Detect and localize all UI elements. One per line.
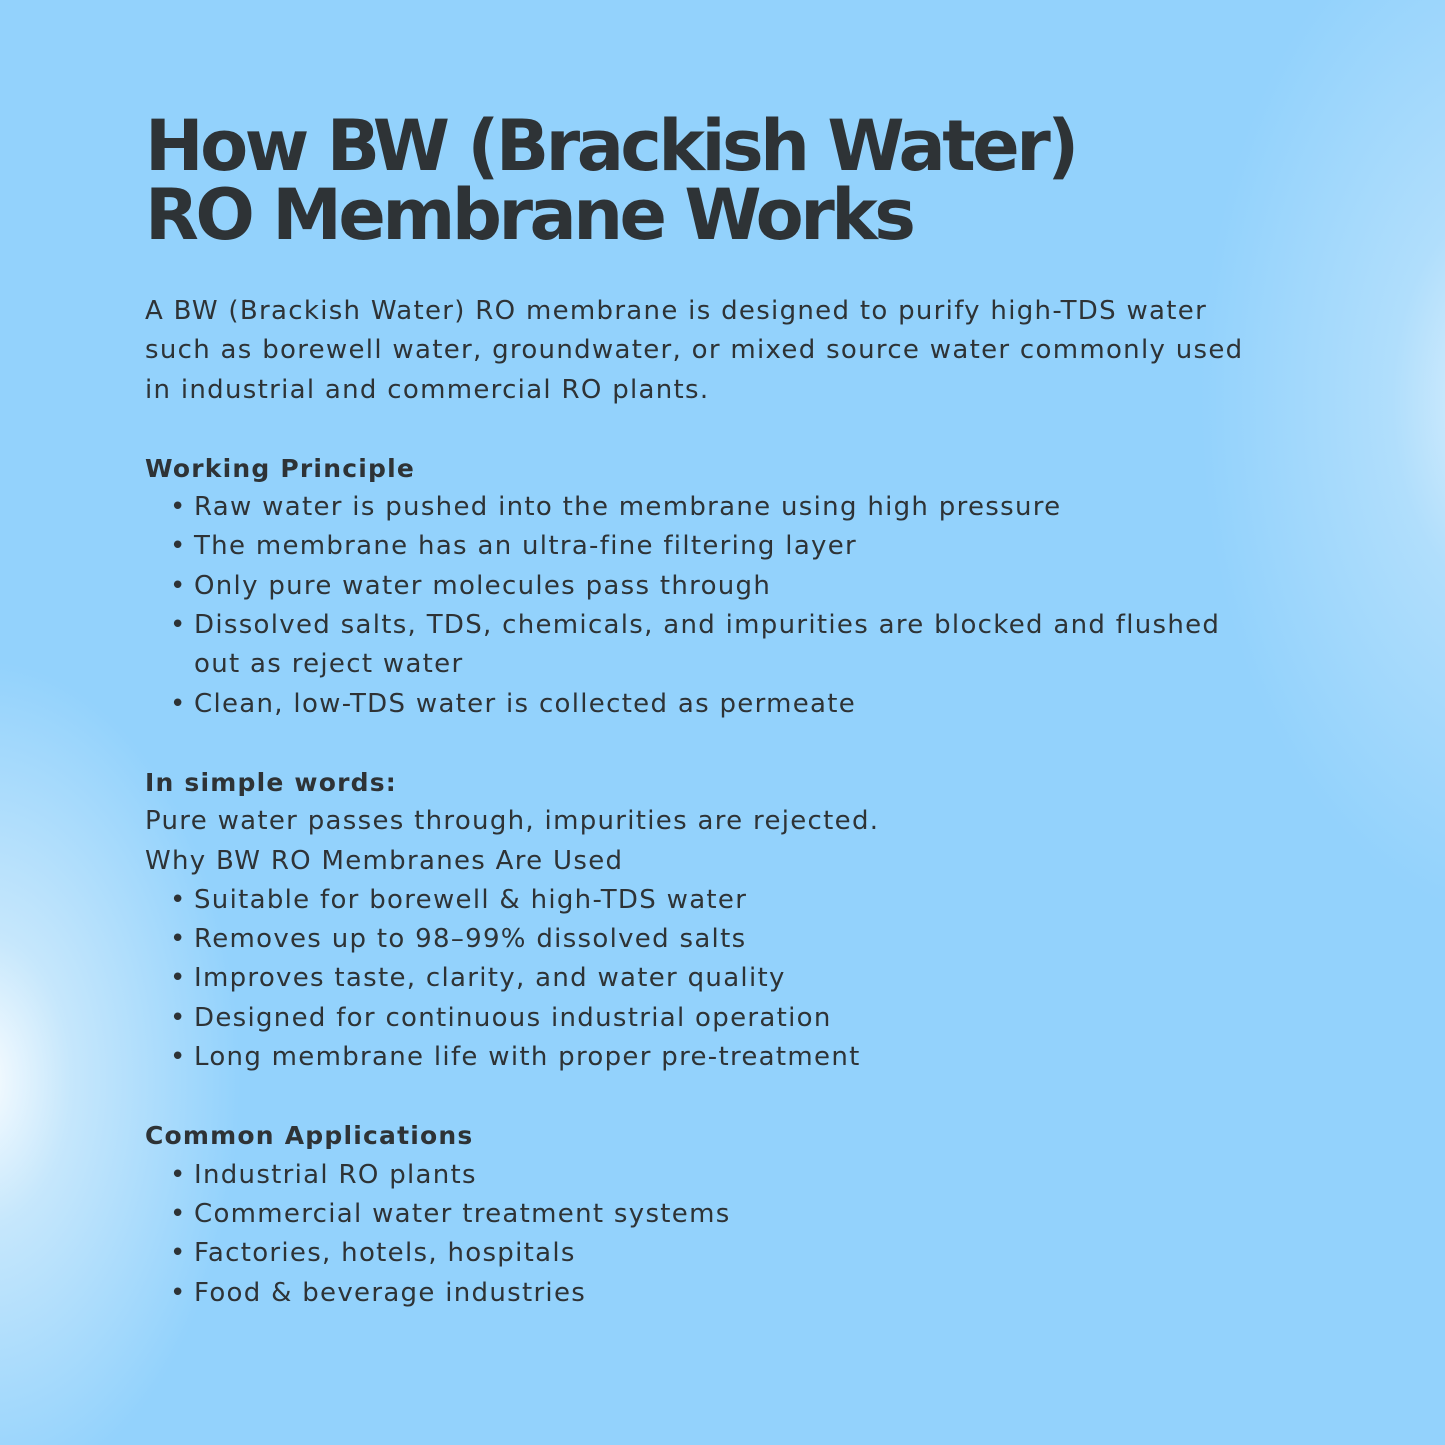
simple-words-section [145,763,1305,1077]
list-item: • Dissolved salts, TDS, chemicals, and impurities are blocked and flushed out as reject water [170,606,1234,685]
list-item: • Suitable for borewell & high-TDS water [170,881,1234,920]
bullet-icon: • [170,1042,187,1073]
list-item: • Only pure water molecules pass through [170,567,1234,606]
list-item: • Improves taste, clarity, and water quality [170,959,1234,998]
bullet-icon: • [170,1198,187,1229]
list-item: • Clean, low-TDS water is collected as permeate [170,685,1234,724]
list-item: • The membrane has an ultra-fine filtering layer [170,527,1234,566]
bullet-icon: • [170,1238,187,1269]
list-item: • Commercial water treatment systems [170,1195,1234,1234]
bullet-icon: • [170,570,187,601]
bullet-icon: • [170,1002,187,1033]
bullet-icon: • [170,1277,187,1308]
bullet-icon: • [170,688,187,719]
applications-section [145,1116,1305,1312]
simple-words-heading: In simple words: [145,767,398,797]
list-item: • Food & beverage industries [170,1274,1234,1313]
bullet-icon: • [170,492,187,523]
bullet-icon: • [170,884,187,915]
list-item: • Designed for continuous industrial operation [170,999,1234,1038]
page-title-line-1: How BW (Brackish Water) [145,105,1076,187]
working-principle-heading: Working Principle [145,453,416,483]
why-used-list [145,881,1305,1077]
list-item: • Factories, hotels, hospitals [170,1234,1234,1273]
working-principle-list [145,488,1305,724]
bullet-icon: • [170,1159,187,1190]
bullet-icon: • [170,531,187,562]
list-item: • Industrial RO plants [170,1156,1234,1195]
bullet-icon: • [170,963,187,994]
why-used-subheading: Why BW RO Membranes Are Used [145,845,624,876]
page-title [145,105,1305,256]
intro-paragraph: A BW (Brackish Water) RO membrane is designed to purify high-TDS water such as borewell water, groundwater, or mixed source water commonly used in industrial and commercial RO plants. [145,296,1244,405]
document-page [145,105,1305,1313]
bullet-icon: • [170,610,187,641]
applications-list [145,1156,1305,1313]
simple-words-text: Pure water passes through, impurities are rejected. [145,806,880,837]
list-item: • Raw water is pushed into the membrane using high pressure [170,488,1234,527]
page-title-line-2: RO Membrane Works [145,174,913,256]
list-item: • Removes up to 98–99% dissolved salts [170,920,1234,959]
bullet-icon: • [170,924,187,955]
applications-heading: Common Applications [145,1121,474,1151]
working-principle-section [145,449,1305,724]
list-item: • Long membrane life with proper pre-treatment [170,1038,1234,1077]
